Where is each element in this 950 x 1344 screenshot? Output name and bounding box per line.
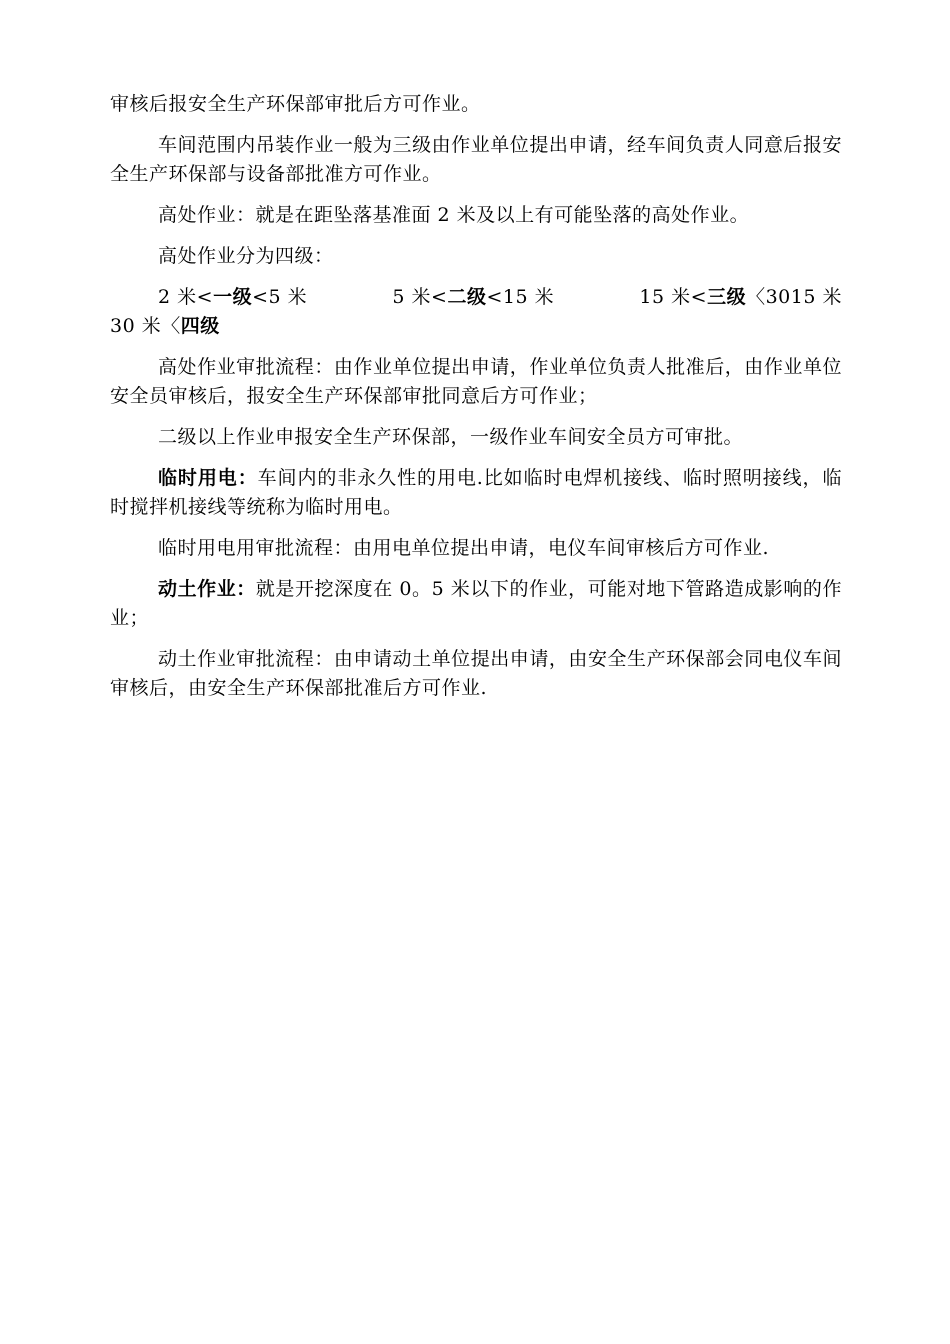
- paragraph-height-work-approval: 高处作业审批流程：由作业单位提出申请，作业单位负责人批准后，由作业单位安全员审核后，报安全生产环保部审批同意后方可作业；: [110, 356, 842, 407]
- levels-row-2: [110, 312, 842, 341]
- paragraph-temporary-power: 临时用电：车间内的非永久性的用电.比如临时电焊机接线、临时照明接线，临时搅拌机接线等统称为临时用电。: [110, 467, 842, 518]
- paragraph-excavation-work: 动土作业：就是开挖深度在 0。5 米以下的作业，可能对地下管路造成影响的作业；: [110, 578, 842, 629]
- heading-excavation-work: 动土作业：: [158, 578, 256, 600]
- level-three: 15 米<三级〈3015 米: [639, 286, 842, 308]
- paragraph-excavation-approval: 动土作业审批流程：由申请动土单位提出申请，由安全生产环保部会同电仪车间审核后，由安全生产环保部批准后方可作业.: [110, 648, 842, 699]
- paragraph-approval-continuation: 审核后报安全生产环保部审批后方可作业。: [110, 93, 481, 115]
- level-one: 2 米<一级<5 米: [158, 286, 308, 308]
- paragraph-level-approval: 二级以上作业申报安全生产环保部，一级作业车间安全员方可审批。: [158, 426, 744, 448]
- level-two: 5 米<二级<15 米: [392, 286, 555, 308]
- paragraph-height-work-definition: 高处作业：就是在距坠落基准面 2 米及以上有可能坠落的高处作业。: [158, 204, 750, 226]
- height-work-levels: [110, 283, 842, 341]
- heading-temporary-power: 临时用电：: [158, 467, 258, 489]
- level-four: 30 米〈四级: [110, 315, 220, 337]
- paragraph-temporary-power-approval: 临时用电用审批流程：由用电单位提出申请，电仪车间审核后方可作业.: [158, 537, 770, 559]
- document-body: [110, 90, 842, 715]
- paragraph-height-work-levels-intro: 高处作业分为四级：: [158, 245, 334, 267]
- levels-row-1: [158, 283, 842, 312]
- paragraph-hoisting-work: 车间范围内吊装作业一般为三级由作业单位提出申请，经车间负责人同意后报安全生产环保部与设备部批准方可作业。: [110, 134, 842, 185]
